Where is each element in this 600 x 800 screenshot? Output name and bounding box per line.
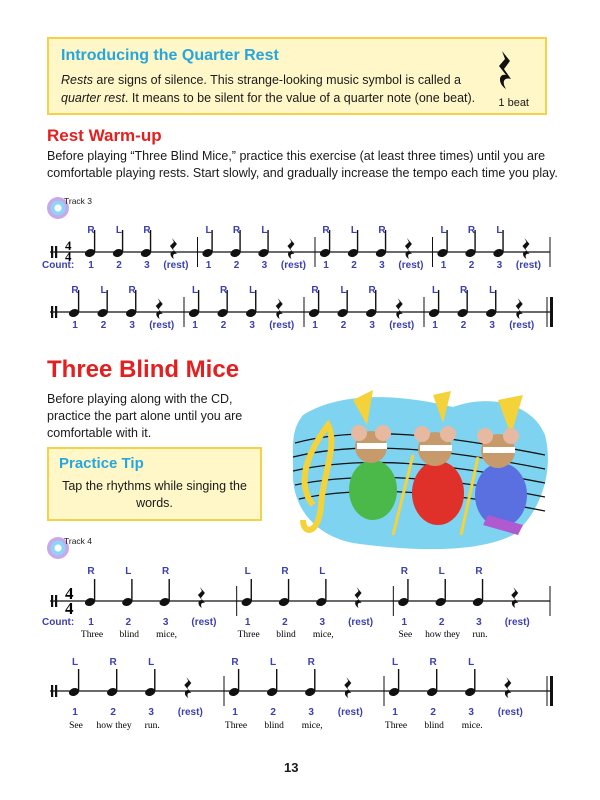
quarter-rest — [170, 238, 177, 259]
count-label-beat: 2 — [220, 320, 227, 331]
lyric: See — [398, 630, 413, 640]
count-label-beat: 1 — [192, 320, 198, 331]
practice-tip-text: Tap the rhythms while singing the words. — [62, 479, 247, 510]
time-signature-bottom: 4 — [65, 599, 74, 618]
hand-label: L — [148, 657, 155, 668]
count-label-beat: (rest) — [149, 320, 175, 331]
count-label-beat: 3 — [369, 320, 375, 331]
lyric: mice. — [461, 721, 483, 731]
count-label-beat: 3 — [496, 260, 503, 271]
page-number: 13 — [284, 760, 299, 775]
song-intro-text: Before playing along with the CD, practice the part alone until you are comfortable with it. — [47, 392, 243, 440]
hand-label: L — [205, 225, 212, 236]
percussion-clef — [55, 595, 57, 607]
count-label: Count: — [42, 260, 75, 271]
song-title: Three Blind Mice — [47, 356, 240, 383]
warmup-text: Before playing “Three Blind Mice,” practice this exercise (at least three times) until you are comfortable playing rests. Start slowly, and gradually increase the tempo each time you play. — [47, 149, 558, 180]
lyric: how they — [425, 630, 461, 640]
hand-label: L — [261, 225, 268, 236]
hand-label: L — [468, 657, 475, 668]
count-label-beat: 3 — [162, 617, 169, 628]
hand-label: L — [115, 225, 123, 236]
count-label-beat: 2 — [116, 260, 122, 271]
count-label-beat: 1 — [88, 617, 94, 628]
final-bar-thick — [550, 676, 553, 706]
count-label-beat: 3 — [468, 707, 474, 718]
count-label-beat: 2 — [233, 260, 240, 271]
count-label-beat: (rest) — [389, 320, 415, 331]
count-label-beat: 3 — [129, 320, 135, 331]
time-signature-top: 4 — [65, 584, 74, 603]
hand-label: L — [496, 225, 503, 236]
hand-label: R — [71, 285, 79, 296]
count-label-beat: (rest) — [398, 260, 424, 271]
count-label-beat: 3 — [148, 707, 154, 718]
count-label-beat: 3 — [379, 260, 385, 271]
quarter-rest — [516, 298, 523, 319]
hand-label: L — [438, 566, 445, 577]
hand-label: R — [232, 225, 241, 236]
rest-beat-label: 1 beat — [498, 97, 529, 109]
count-label-beat: (rest) — [515, 260, 541, 271]
hand-label: L — [71, 657, 79, 668]
count-label-beat: 2 — [351, 260, 357, 271]
count-label-beat: 2 — [340, 320, 347, 331]
intro-title: Introducing the Quarter Rest — [61, 47, 279, 64]
hand-label: R — [161, 566, 170, 577]
quarter-rest — [287, 238, 294, 259]
count-label-beat: 1 — [392, 707, 398, 718]
hand-label: L — [100, 285, 107, 296]
hand-label: L — [249, 285, 256, 296]
lyric: run. — [144, 721, 160, 731]
lyric: mice, — [312, 630, 334, 640]
count-label-beat: (rest) — [280, 260, 306, 271]
lyric: Three — [384, 721, 408, 731]
count-label-beat: 1 — [205, 260, 212, 271]
percussion-clef — [55, 685, 57, 697]
hand-label: L — [489, 285, 496, 296]
lyric: Three — [224, 721, 248, 731]
percussion-clef — [51, 306, 53, 318]
lyric: mice, — [156, 630, 178, 640]
count-label-beat: 3 — [489, 320, 495, 331]
count-label-beat: 1 — [312, 320, 318, 331]
quarter-rest — [276, 298, 283, 319]
warmup-title: Rest Warm-up — [47, 126, 162, 145]
time-signature-bottom: 4 — [65, 249, 72, 264]
hand-label: L — [270, 657, 277, 668]
quarter-rest — [522, 238, 529, 259]
hand-label: R — [467, 225, 476, 236]
final-bar-thick — [550, 297, 553, 327]
count-label-beat: 1 — [440, 260, 447, 271]
count-label-beat: (rest) — [191, 617, 217, 628]
hand-label: R — [311, 285, 319, 296]
count-label-beat: (rest) — [163, 260, 189, 271]
count-label-beat: 3 — [249, 320, 255, 331]
count-label-beat: 1 — [432, 320, 438, 331]
hand-label: L — [191, 285, 199, 296]
count-label-beat: 2 — [270, 707, 276, 718]
percussion-clef — [55, 306, 57, 318]
hand-label: R — [322, 225, 330, 236]
lyric: See — [69, 721, 83, 731]
quarter-rest — [198, 587, 205, 608]
percussion-clef — [55, 246, 57, 258]
hand-label: R — [143, 225, 151, 236]
hand-label: R — [368, 285, 376, 296]
count-label-beat: (rest) — [337, 707, 363, 718]
count-label-beat: (rest) — [509, 320, 535, 331]
track-label-warmup: Track 3 — [64, 196, 93, 206]
percussion-clef — [51, 685, 53, 697]
hand-label: R — [281, 566, 289, 577]
hand-label: R — [475, 566, 483, 577]
hand-label: R — [128, 285, 136, 296]
hand-label: L — [391, 657, 399, 668]
hand-label: R — [87, 566, 95, 577]
hand-label: R — [459, 285, 468, 296]
count-label-beat: 3 — [476, 617, 482, 628]
quarter-rest — [156, 298, 163, 319]
count-label-beat: 1 — [88, 260, 94, 271]
count-label-beat: (rest) — [269, 320, 295, 331]
quarter-rest — [405, 238, 412, 259]
count-label-beat: 3 — [144, 260, 150, 271]
count-label-beat: 2 — [468, 260, 475, 271]
hand-label: R — [231, 657, 239, 668]
track-label-song: Track 4 — [64, 536, 93, 546]
time-signature-top: 4 — [65, 238, 72, 253]
hand-label: L — [340, 285, 347, 296]
count-label-beat: (rest) — [348, 617, 374, 628]
hand-label: R — [429, 657, 437, 668]
lyric: mice, — [301, 721, 323, 731]
lyric: blind — [119, 630, 140, 640]
hand-label: R — [219, 285, 228, 296]
count-label-beat: 1 — [323, 260, 329, 271]
count-label-beat: (rest) — [504, 617, 530, 628]
lyric: run. — [472, 630, 488, 640]
count-label-beat: 1 — [232, 707, 238, 718]
lyric: blind — [424, 721, 444, 731]
percussion-clef — [51, 595, 53, 607]
quarter-rest — [504, 677, 511, 698]
percussion-clef — [51, 246, 53, 258]
count-label-beat: 2 — [460, 320, 467, 331]
intro-text: Rests are signs of silence. This strange-looking music symbol is called a quarter rest. It means to be silent for the value of a quarter note (one beat). — [61, 73, 476, 105]
count-label-beat: 2 — [438, 617, 445, 628]
quarter-rest — [344, 677, 351, 698]
lyric: how they — [96, 721, 132, 731]
count-label: Count: — [42, 617, 75, 628]
count-label-beat: 1 — [72, 707, 78, 718]
hand-label: L — [350, 225, 358, 236]
hand-label: L — [440, 225, 447, 236]
hand-label: L — [431, 285, 439, 296]
quarter-rest — [396, 298, 403, 319]
lyric: Three — [80, 630, 104, 640]
count-label-beat: 2 — [430, 707, 436, 718]
lyric: blind — [276, 630, 296, 640]
lyric: blind — [264, 721, 284, 731]
hand-label: R — [109, 657, 117, 668]
hand-label: R — [400, 566, 408, 577]
count-label-beat: 3 — [261, 260, 268, 271]
count-label-beat: 1 — [401, 617, 408, 628]
hand-label: L — [244, 566, 251, 577]
hand-label: R — [307, 657, 315, 668]
practice-tip-title: Practice Tip — [59, 455, 144, 472]
quarter-rest — [184, 677, 191, 698]
lyric: Three — [237, 630, 260, 640]
count-label-beat: 2 — [100, 320, 107, 331]
quarter-rest — [355, 587, 362, 608]
count-label-beat: (rest) — [497, 707, 523, 718]
count-label-beat: 2 — [125, 617, 132, 628]
count-label-beat: 3 — [319, 617, 326, 628]
hand-label: L — [125, 566, 132, 577]
hand-label: R — [87, 225, 95, 236]
hand-label: L — [319, 566, 326, 577]
count-label-beat: 3 — [308, 707, 314, 718]
quarter-rest — [511, 587, 518, 608]
count-label-beat: 2 — [110, 707, 116, 718]
hand-label: R — [378, 225, 386, 236]
count-label-beat: 1 — [244, 617, 251, 628]
count-label-beat: 2 — [282, 617, 288, 628]
count-label-beat: (rest) — [177, 707, 203, 718]
count-label-beat: 1 — [72, 320, 78, 331]
